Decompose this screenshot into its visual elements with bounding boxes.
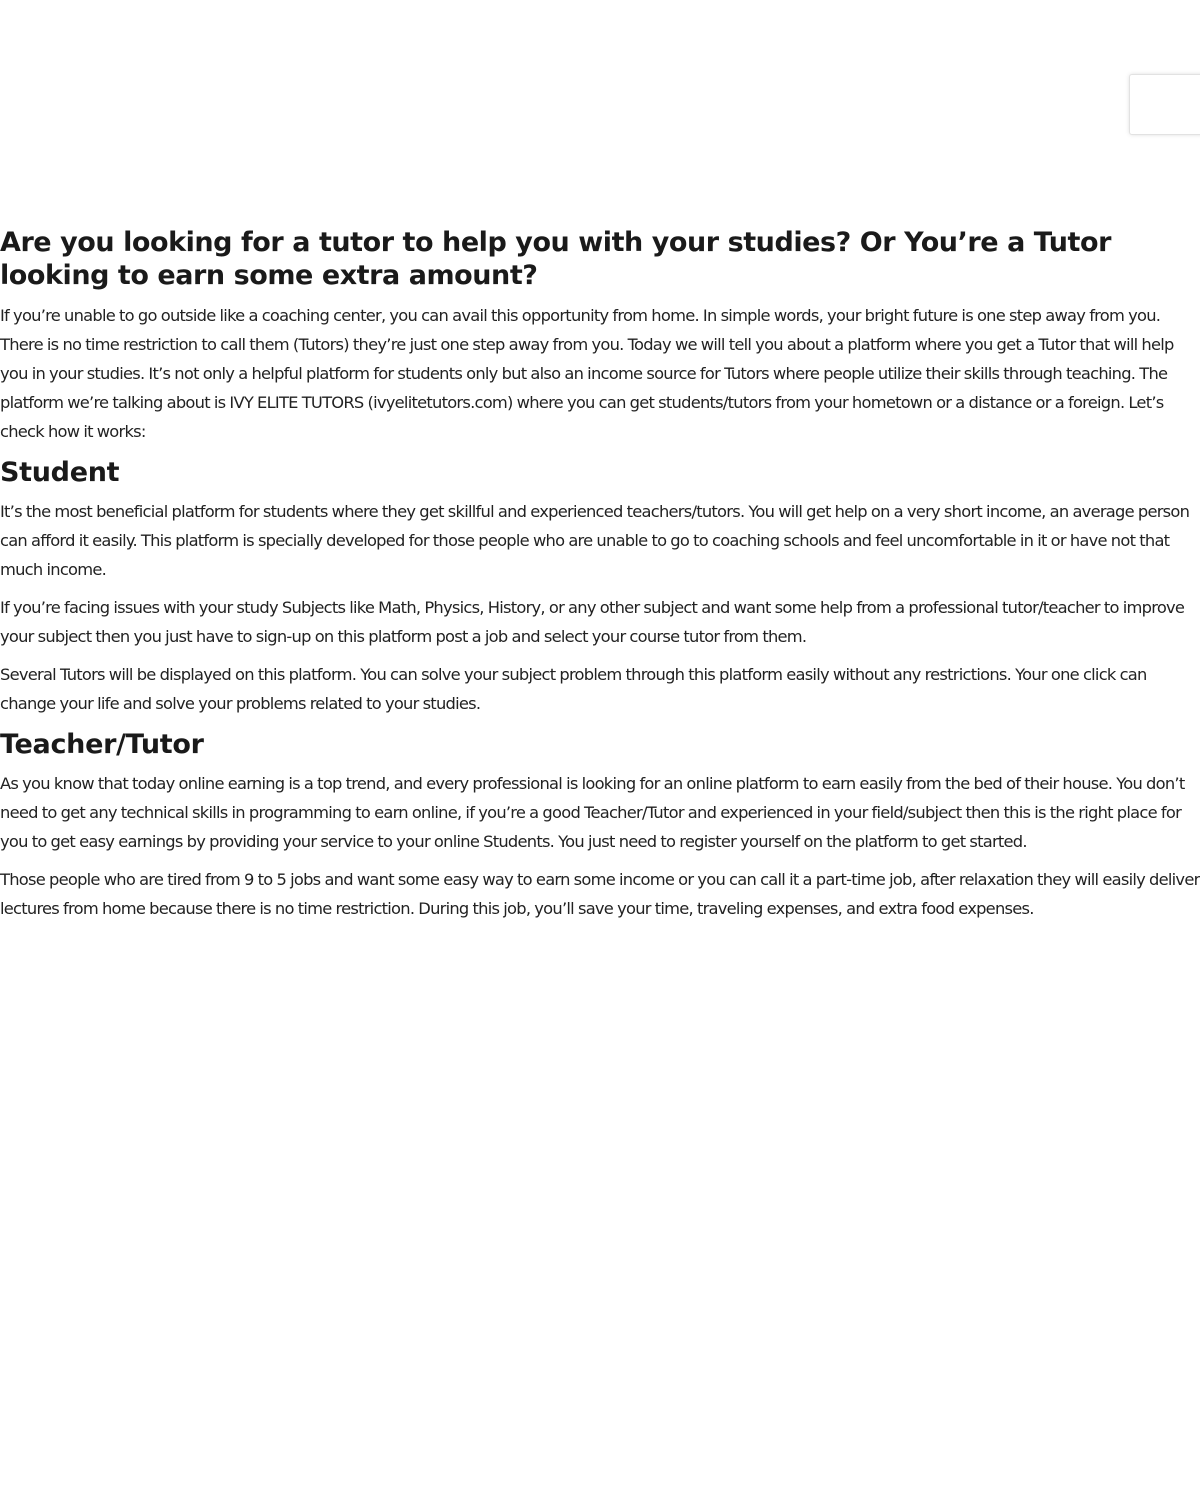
student-paragraph-2: If you’re facing issues with your study Subjects like Math, Physics, History, or any other subject and want some help from a professional tutor/teacher to improve your subject then you just have to sign-up on this platform post a job and select your course tutor from them. (0, 598, 1185, 646)
teacher-paragraph-2: Those people who are tired from 9 to 5 jobs and want some easy way to earn some income or you can call it a part-time job, after relaxation they will easily deliver lectures from home because there is no time restriction. During this job, you’ll save your time, traveling expenses, and extra food expenses. (0, 870, 1200, 918)
article-title: Are you looking for a tutor to help you with your studies? Or You’re a Tutor looking to earn some extra amount? (0, 227, 1111, 291)
intro-paragraph: If you’re unable to go outside like a coaching center, you can avail this opportunity from home. In simple words, your bright future is one step away from you. There is no time restriction to call them (Tutors) they’re just one step away from you. Today we will tell you about a platform where you get a Tutor that will help you in your studies. It’s not only a helpful platform for students only but also an income source for Tutors where people utilize their skills through teaching. The platform we’re talking about is IVY ELITE TUTORS (ivyelitetutors.com) where you can get students/tutors from your hometown or a distance or a foreign. Let’s check how it works: (0, 306, 1174, 441)
top-right-widget-box[interactable] (1129, 74, 1200, 135)
teacher-heading: Teacher/Tutor (0, 729, 204, 760)
teacher-paragraph-1: As you know that today online earning is a top trend, and every professional is looking for an online platform to earn easily from the bed of their house. You don’t need to get any technical skills in programming to earn online, if you’re a good Teacher/Tutor and experienced in your field/subject then this is the right place for you to get easy earnings by providing your service to your online Students. You just need to register yourself on the platform to get started. (0, 774, 1185, 851)
article (0, 226, 1200, 932)
student-paragraph-1: It’s the most beneficial platform for students where they get skillful and experienced teachers/tutors. You will get help on a very short income, an average person can afford it easily. This platform is specially developed for those people who are unable to go to coaching schools and feel uncomfortable in it or have not that much income. (0, 502, 1190, 579)
student-heading: Student (0, 457, 120, 488)
student-paragraph-3: Several Tutors will be displayed on this platform. You can solve your subject problem through this platform easily without any restrictions. Your one click can change your life and solve your problems related to your studies. (0, 665, 1147, 713)
